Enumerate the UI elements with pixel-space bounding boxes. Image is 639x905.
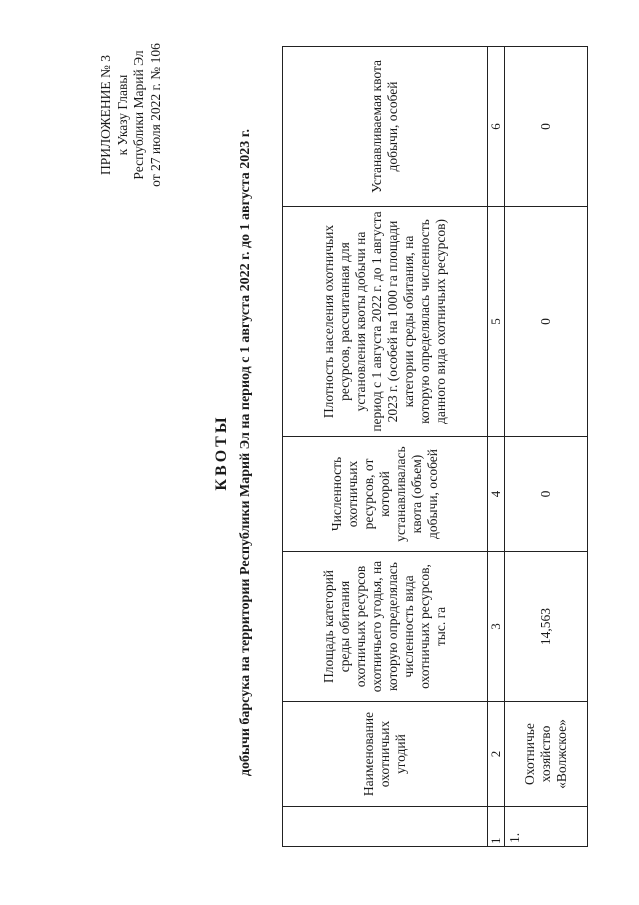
table-row: [505, 47, 588, 847]
column-number: 2: [488, 702, 505, 807]
header-cell-population: Численность охотничьих ресурсов, от которой устанавливалась квота (объем) добычи, особей: [283, 437, 488, 552]
header-cell-number: [283, 807, 488, 847]
header-cell-area: Площадь категорий среды обитания охотничьих ресурсов охотничьего угодья, на которую определялась численность вида охотничьих ресурсов, тыс. га: [283, 552, 488, 702]
density-cell: 0: [505, 207, 588, 437]
hunting-ground-cell: Охотничье хозяйство «Волжское»: [505, 702, 588, 807]
header-cell-quota: Устанавливаемая квота добычи, особей: [283, 47, 488, 207]
column-number: 5: [488, 207, 505, 437]
appendix-line: к Указу Главы: [114, 74, 130, 156]
table-column-numbers-row: [488, 47, 505, 847]
row-number-cell: 1.: [505, 807, 588, 847]
document-subtitle: добычи барсука на территории Республики Марий Эл на период с 1 августа 2022 г. до 1 августа 2023 г.: [238, 128, 253, 777]
column-number: 1: [488, 807, 505, 847]
quota-table: [282, 46, 588, 847]
appendix-line: от 27 июля 2022 г. № 106: [147, 43, 163, 187]
column-number: 6: [488, 47, 505, 207]
header-cell-density: Плотность населения охотничьих ресурсов, рассчитанная для установления квоты добычи на период с 1 августа 2022 г. до 1 августа 2023 г. (особей на 1000 га площади категории среды обитания, на которую определялась численность данного вида охотничьих ресурсов): [283, 207, 488, 437]
table-header-row: [283, 47, 488, 847]
header-cell-hunting-ground: Наименование охотничьих угодий: [283, 702, 488, 807]
appendix-header: [98, 15, 164, 215]
appendix-line: Республики Марий Эл: [131, 50, 146, 180]
document-title: КВОТЫ: [213, 414, 230, 491]
area-cell: 14,563: [505, 552, 588, 702]
population-cell: 0: [505, 437, 588, 552]
column-number: 4: [488, 437, 505, 552]
appendix-line: ПРИЛОЖЕНИЕ № 3: [98, 54, 113, 176]
column-number: 3: [488, 552, 505, 702]
quota-cell: 0: [505, 47, 588, 207]
